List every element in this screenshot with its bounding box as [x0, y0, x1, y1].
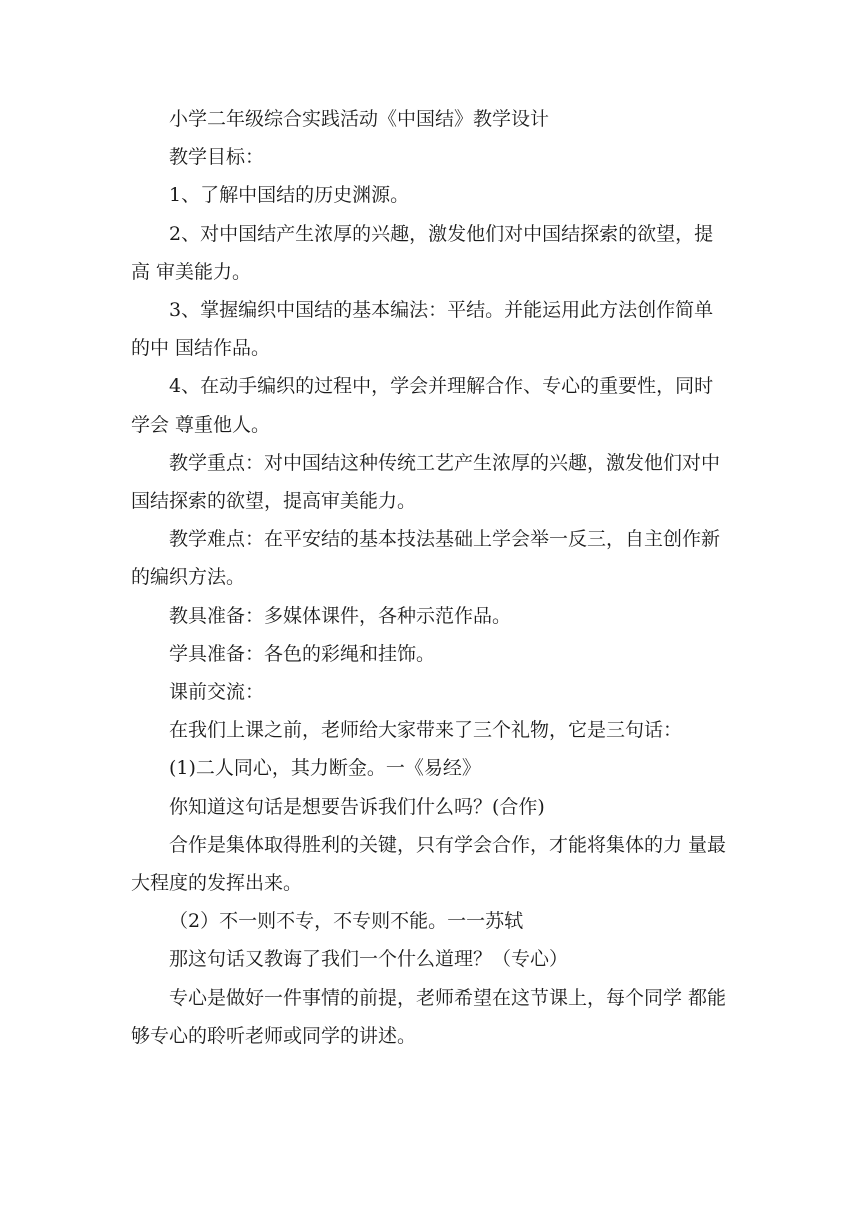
objective-item-1: 1、了解中国结的历史渊源。	[169, 184, 410, 207]
body-paragraph: 专心是做好一件事情的前提，老师希望在这节课上，每个同学 都能够专心的聆听老师或同学的讲述。	[131, 986, 727, 1047]
body-paragraph: 合作是集体取得胜利的关键，只有学会合作，才能将集体的力 量最大程度的发挥出来。	[131, 833, 727, 895]
objective-item-3: 3、掌握编织中国结的基本编法：平结。并能运用此方法创作简单的中 国结作品。	[131, 299, 714, 360]
difficulties-paragraph: 教学难点：在平安结的基本技法基础上学会举一反三，自主创作新 的编织方法。	[131, 528, 727, 589]
section-heading-objectives: 教学目标：	[169, 146, 265, 169]
body-paragraph: 你知道这句话是想要告诉我们什么吗？(合作)	[169, 795, 545, 818]
body-paragraph: 在我们上课之前，老师给大家带来了三个礼物，它是三句话：	[169, 719, 683, 742]
student-materials-paragraph: 学具准备：各色的彩绳和挂饰。	[169, 642, 436, 665]
document-title: 小学二年级综合实践活动《中国结》教学设计	[169, 108, 550, 130]
teaching-aids-paragraph: 教具准备：多媒体课件，各种示范作品。	[169, 604, 512, 627]
quote-paragraph-2: （2）不一则不专，不专则不能。一一苏轼	[169, 910, 524, 933]
quote-paragraph-1: (1)二人同心，其力断金。一《易经》	[169, 757, 481, 780]
document-body	[131, 100, 731, 1055]
body-paragraph: 那这句话又教诲了我们一个什么道理？（专心）	[169, 948, 569, 971]
objective-item-4: 4、在动手编织的过程中，学会并理解合作、专心的重要性，同时学会 尊重他人。	[131, 375, 714, 436]
objective-item-2: 2、对中国结产生浓厚的兴趣，激发他们对中国结探索的欲望，提高 审美能力。	[131, 222, 714, 283]
key-points-paragraph: 教学重点：对中国结这种传统工艺产生浓厚的兴趣，激发他们对中 国结探索的欲望，提高审美能力。	[131, 451, 727, 513]
section-heading-pre-class: 课前交流：	[169, 681, 265, 704]
